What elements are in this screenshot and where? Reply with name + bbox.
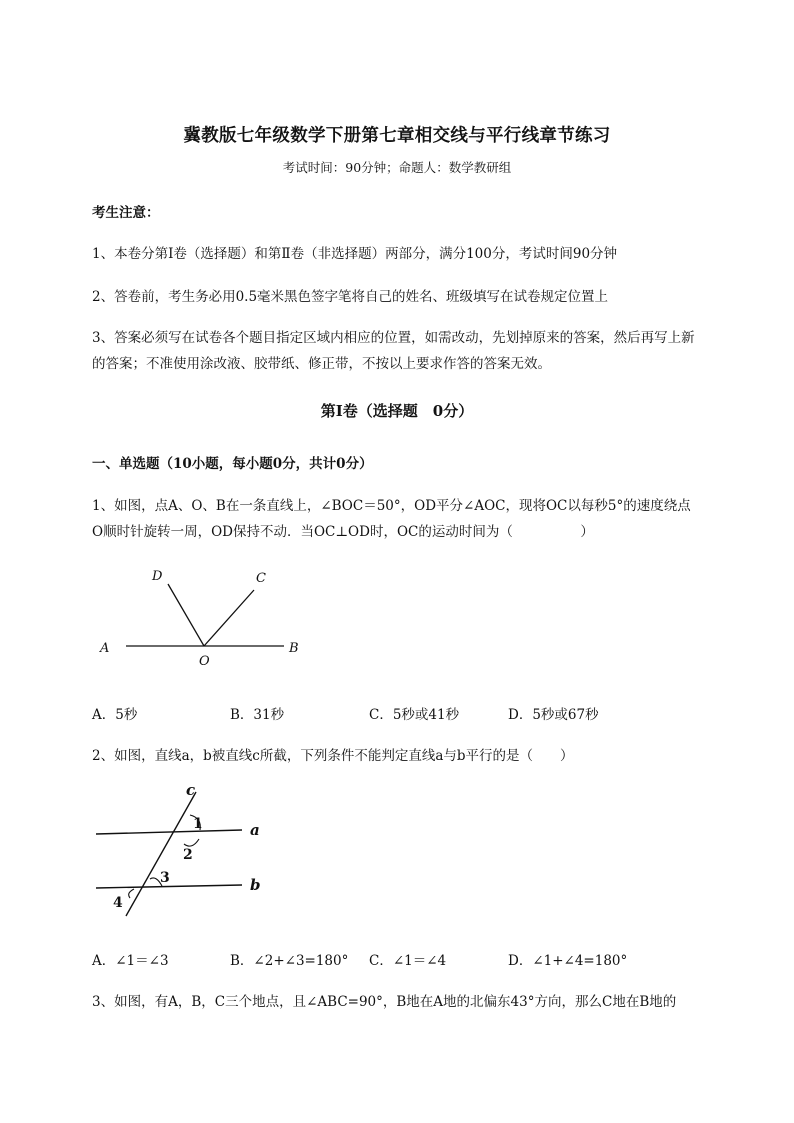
question-2-option-b[interactable]: B．∠2+∠3=180° (230, 953, 349, 969)
question-1-option-a[interactable]: A．5秒 (92, 707, 138, 723)
label-angle-1: 1 (193, 816, 203, 832)
question-2-option-c[interactable]: C．∠1＝∠4 (369, 953, 447, 969)
exam-subtitle: 考试时间：90分钟；命题人：数学教研组 (282, 160, 512, 175)
question-1-text-line-2: O顺时针旋转一周，OD保持不动．当OC⊥OD时，OC的运动时间为（ ） (92, 524, 594, 540)
section-title: 第I卷（选择题 0分） (320, 402, 474, 420)
notice-item-1: 1、本卷分第I卷（选择题）和第Ⅱ卷（非选择题）两部分，满分100分，考试时间90分钟 (92, 246, 618, 262)
question-1-figure (92, 562, 312, 672)
angle-2-arc (184, 839, 199, 846)
question-1-text-line-1: 1、如图，点A、O、B在一条直线上，∠BOC＝50°，OD平分∠AOC，现将OC以每秒5°的速度绕点 (92, 498, 691, 514)
page-title: 冀教版七年级数学下册第七章相交线与平行线章节练习 (183, 126, 611, 146)
notice-item-2: 2、答卷前，考生务必用0.5毫米黑色签字笔将自己的姓名、班级填写在试卷规定位置上 (92, 289, 609, 305)
part-title: 一、单选题（10小题，每小题0分，共计0分） (92, 456, 373, 472)
notice-item-3-line-1: 3、答案必须写在试卷各个题目指定区域内相应的位置，如需改动，先划掉原来的答案，然后再写上新 (92, 330, 695, 346)
label-a: a (250, 821, 260, 839)
label-angle-3: 3 (160, 870, 170, 886)
notice-item-3-line-2: 的答案；不准使用涂改液、胶带纸、修正带，不按以上要求作答的答案无效。 (92, 356, 551, 372)
label-angle-2: 2 (183, 847, 193, 863)
label-b: b (250, 876, 261, 894)
label-c: C (256, 571, 266, 586)
question-3-text: 3、如图，有A，B，C三个地点，且∠ABC=90°，B地在A地的北偏东43°方向，那么C地在B地的 (92, 994, 677, 1010)
question-2-option-a[interactable]: A．∠1＝∠3 (92, 953, 169, 969)
label-o: O (199, 654, 210, 669)
label-c: c (186, 781, 196, 799)
notice-heading: 考生注意： (92, 205, 160, 221)
question-2-figure (92, 778, 272, 918)
label-a: A (100, 641, 110, 656)
line-a (96, 830, 242, 834)
label-d: D (152, 569, 163, 584)
question-2-option-d[interactable]: D．∠1+∠4=180° (508, 953, 628, 969)
question-2-text: 2、如图，直线a，b被直线c所截，下列条件不能判定直线a与b平行的是（ ） (92, 748, 574, 764)
question-1-option-c[interactable]: C．5秒或41秒 (369, 707, 460, 723)
angle-4-arc (129, 889, 134, 898)
question-1-option-d[interactable]: D．5秒或67秒 (508, 707, 599, 723)
ray-oc (204, 590, 254, 646)
ray-od (168, 584, 204, 646)
question-1-option-b[interactable]: B．31秒 (230, 707, 285, 723)
label-b: B (289, 641, 299, 656)
label-angle-4: 4 (113, 895, 123, 911)
